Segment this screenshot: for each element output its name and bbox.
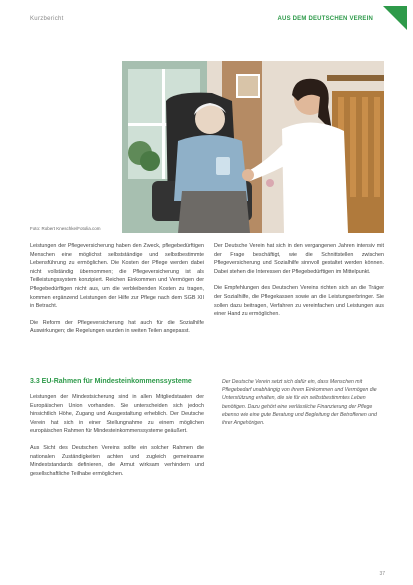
paragraph: Leistungen der Mindestsicherung sind in allen Mitgliedstaaten der Europäischen Union vorhanden. Sie unterscheiden sich jedoch hinsichtlich Höhe, Zugang und Ausgestaltung erheblich. Der Deutsche Verein hat sich in einer Stellungnahme zu einem möglichen europäischen Rahmen für Mindesteinkommenssysteme geäußert. (30, 394, 204, 435)
paragraph: Die Empfehlungen des Deutschen Vereins richten sich an die Träger der Sozialhilfe, die Pflegekassen sowie an die Leistungserbringer. Sie sollen dazu beitragen, Verfahren zu vereinfachen und Leistungen aus einer Hand zu ermöglichen. (214, 285, 384, 318)
page-number: 37 (379, 571, 385, 577)
paragraph: Aus Sicht des Deutschen Vereins sollte ein solcher Rahmen die nationalen Zuständigkeiten achten und zugleich gemeinsame Mindeststandards definieren, die Armut wirksam verhindern und gesellschaftliche Teilhabe ermöglichen. (30, 444, 204, 477)
photo-caption: Foto: Robert Kneschke/Fotolia.com (30, 226, 101, 231)
paragraph: Die Reform der Pflegeversicherung hat auch für die Sozialhilfe Auswirkungen; die Regelungen wurden in weiten Teilen angepasst. (30, 319, 204, 335)
left-column-section (30, 393, 204, 486)
photo-illustration (122, 61, 384, 233)
paragraph: Der Deutsche Verein hat sich in den vergangenen Jahren intensiv mit der Frage beschäftigt, wie die Schnittstellen zwischen Pflegeversicherung und Sozialhilfe sinnvoll gestaltet werden können. Dabei stehen die Interessen der Pflegebedürftigen im Mittelpunkt. (214, 243, 384, 275)
left-column-intro (30, 242, 204, 344)
corner-marker (383, 6, 407, 30)
pull-quote: Der Deutsche Verein setzt sich dafür ein, dass Menschen mit Pflegebedarf unabhängig von ihrem Einkommen und Vermögen die Unterstützung erhalten, die sie für ein selbstbestimmtes Leben benötigen. Dazu gehört eine verlässliche Finanzierung der Pflege ebenso wie eine gute Beratung und Begleitung der Betroffenen und ihrer Angehörigen. (222, 379, 377, 427)
header-label-left: Kurzbericht (30, 16, 64, 22)
section-label: AUS DEM DEUTSCHEN VEREIN (277, 16, 373, 22)
right-column-intro (214, 242, 384, 327)
article-photo (122, 61, 384, 233)
paragraph: Leistungen der Pflegeversicherung haben den Zweck, pflegebedürftigen Menschen eine möglichst selbstständige und selbstbestimmte Lebensführung zu ermöglichen. Die Kosten der Pflege werden dabei nicht vollständig übernommen; die Pflegeversicherung ist als Teilleistungssystem konzipiert. Reichen Einkommen und Vermögen der Pflegebedürftigen nicht aus, um die verbleibenden Kosten zu tragen, kommen ergänzend Leistungen der Hilfe zur Pflege nach dem SGB XII in Betracht. (30, 243, 204, 310)
section-heading: 3.3 EU-Rahmen für Mindesteinkommenssysteme (30, 378, 192, 385)
